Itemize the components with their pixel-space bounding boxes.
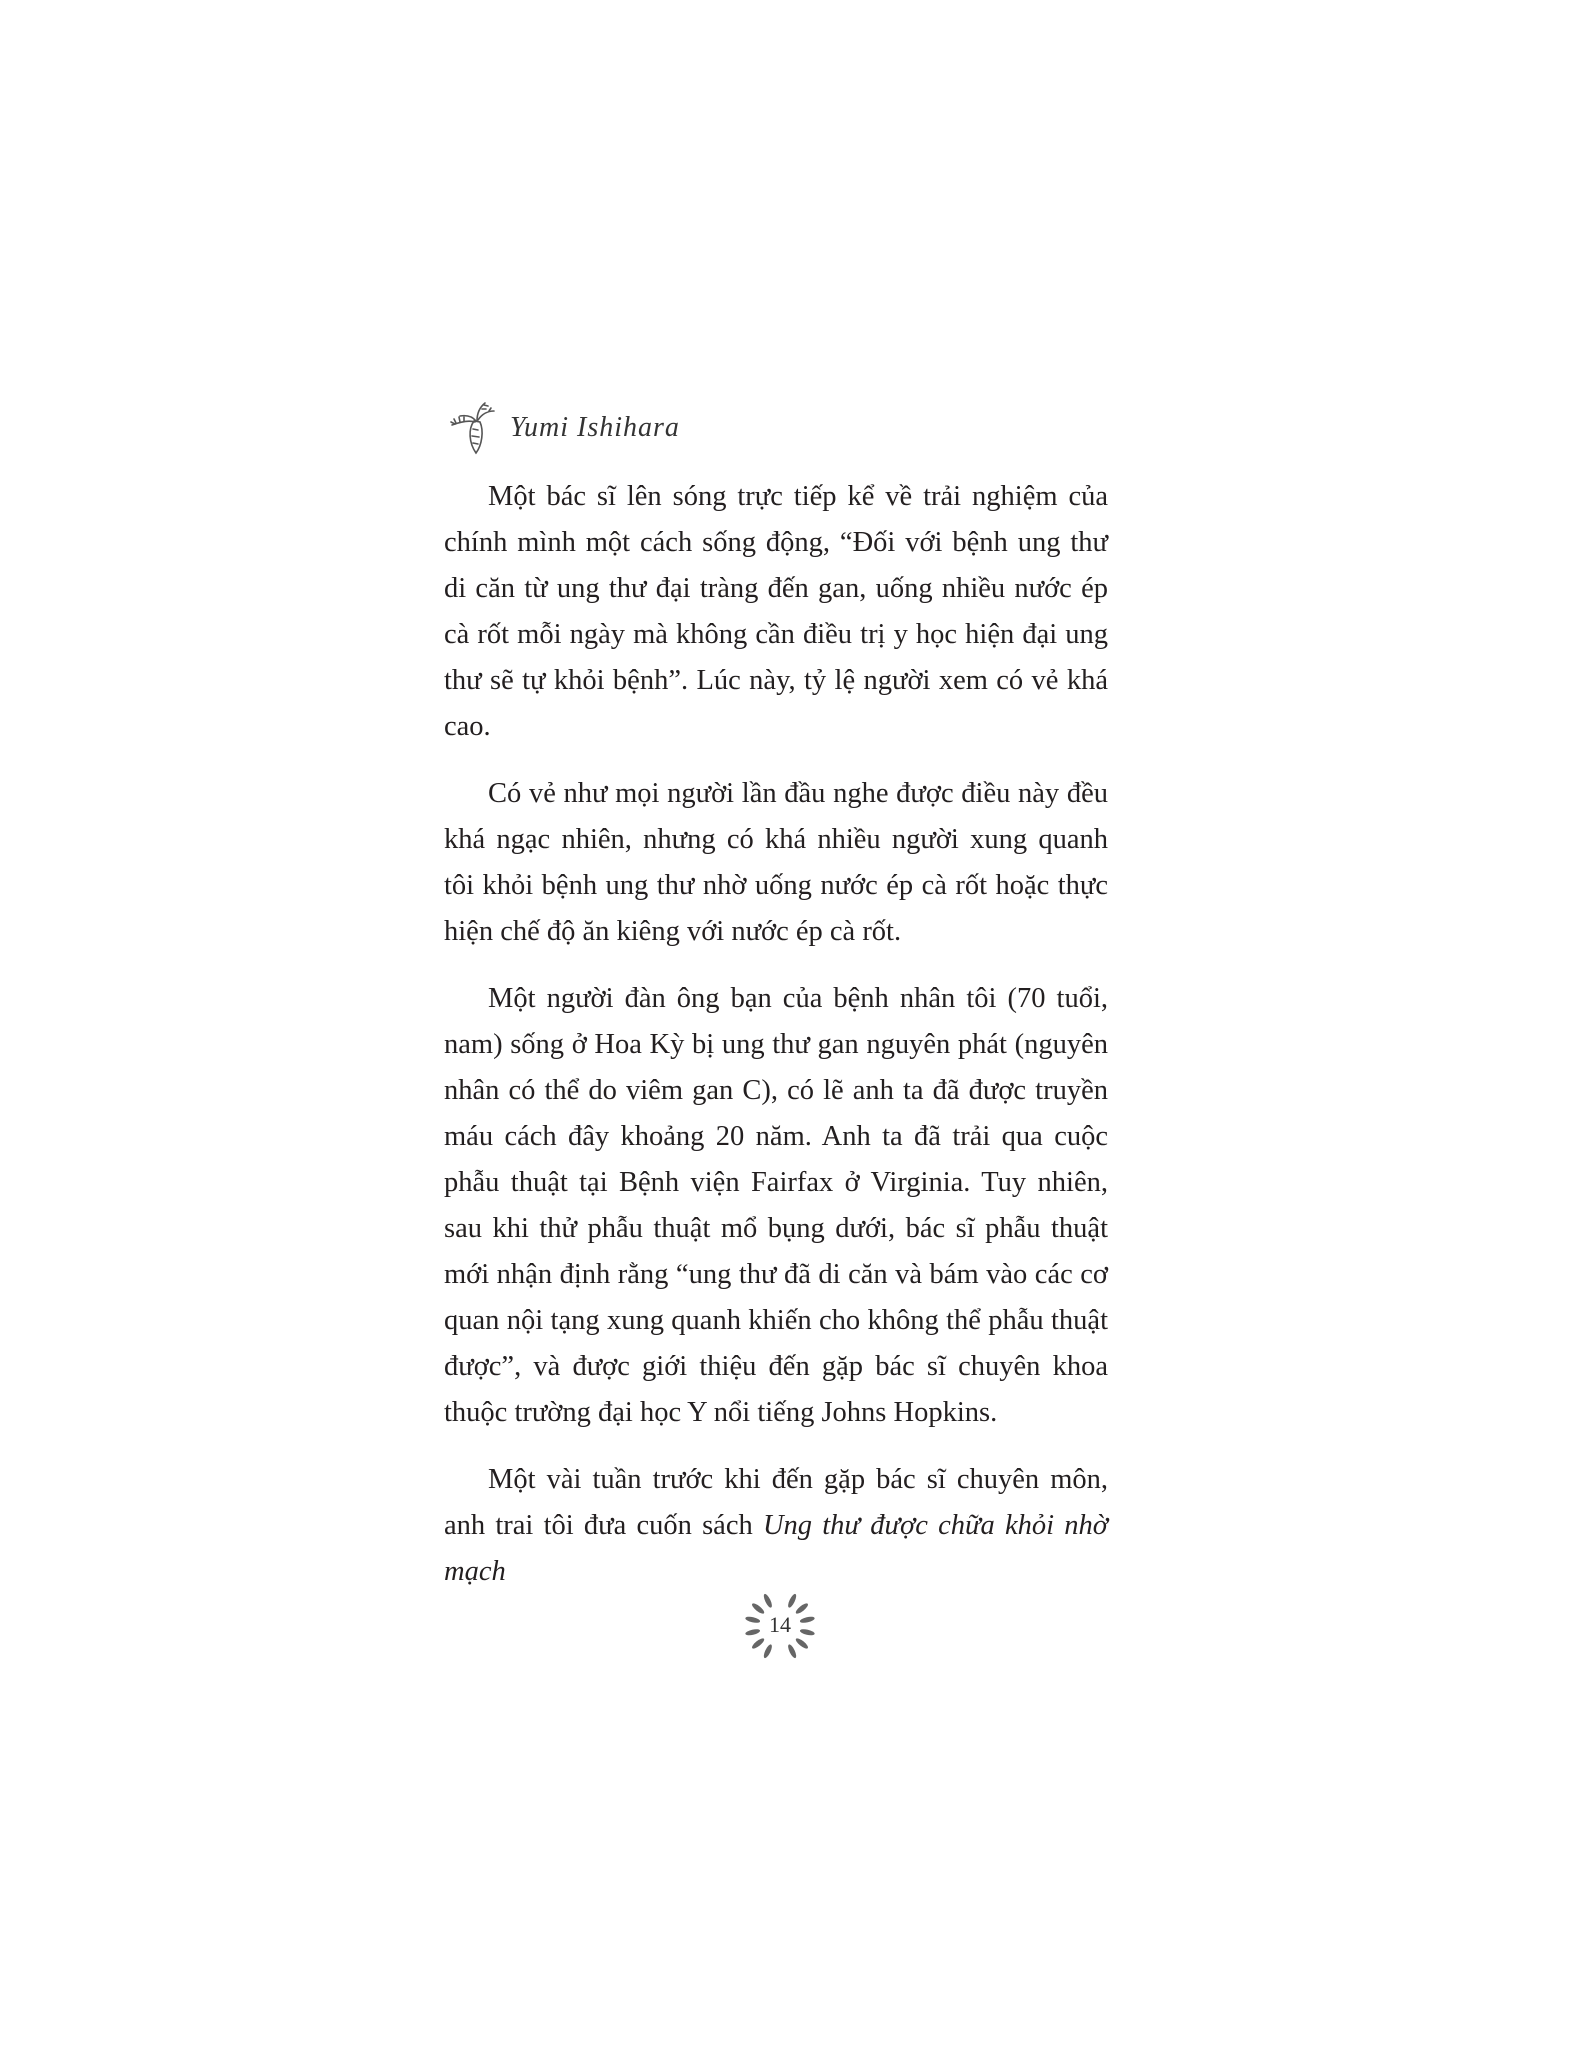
book-title: Ung thư được chữa khỏi nhờ mạch <box>444 1510 1108 1587</box>
paragraph: Có vẻ như mọi người lần đầu nghe được điều này đều khá ngạc nhiên, nhưng có khá nhiều người xung quanh tôi khỏi bệnh ung thư nhờ uống nước ép cà rốt hoặc thực hiện chế độ ăn kiêng với nước ép cà rốt. <box>444 778 1108 947</box>
paragraph: Một bác sĩ lên sóng trực tiếp kể về trải nghiệm của chính mình một cách sống động, “Đối với bệnh ung thư di căn từ ung thư đại tràng đến gan, uống nhiều nước ép cà rốt mỗi ngày mà không cần điều trị y học hiện đại ung thư sẽ tự khỏi bệnh”. Lúc này, tỷ lệ người xem có vẻ khá cao. <box>444 481 1108 742</box>
page-folio <box>744 1590 816 1662</box>
body-text <box>444 474 1108 1616</box>
paragraph <box>444 1457 1108 1595</box>
paragraph: Một người đàn ông bạn của bệnh nhân tôi (70 tuổi, nam) sống ở Hoa Kỳ bị ung thư gan nguyên phát (nguyên nhân có thể do viêm gan C), có lẽ anh ta đã được truyền máu cách đây khoảng 20 năm. Anh ta đã trải qua cuộc phẫu thuật tại Bệnh viện Fairfax ở Virginia. Tuy nhiên, sau khi thử phẫu thuật mổ bụng dưới, bác sĩ phẫu thuật mới nhận định rằng “ung thư đã di căn và bám vào các cơ quan nội tạng xung quanh khiến cho không thể phẫu thuật được”, và được giới thiệu đến gặp bác sĩ chuyên khoa thuộc trường đại học Y nổi tiếng Johns Hopkins. <box>444 983 1108 1428</box>
carrot-icon <box>444 399 500 457</box>
paragraph-text: Một vài tuần trước khi đến gặp bác sĩ chuyên môn, anh trai tôi đưa cuốn sách <box>444 1464 1108 1541</box>
author-name: Yumi Ishihara <box>510 412 680 443</box>
page-number: 14 <box>769 1612 791 1637</box>
running-header <box>444 398 680 458</box>
